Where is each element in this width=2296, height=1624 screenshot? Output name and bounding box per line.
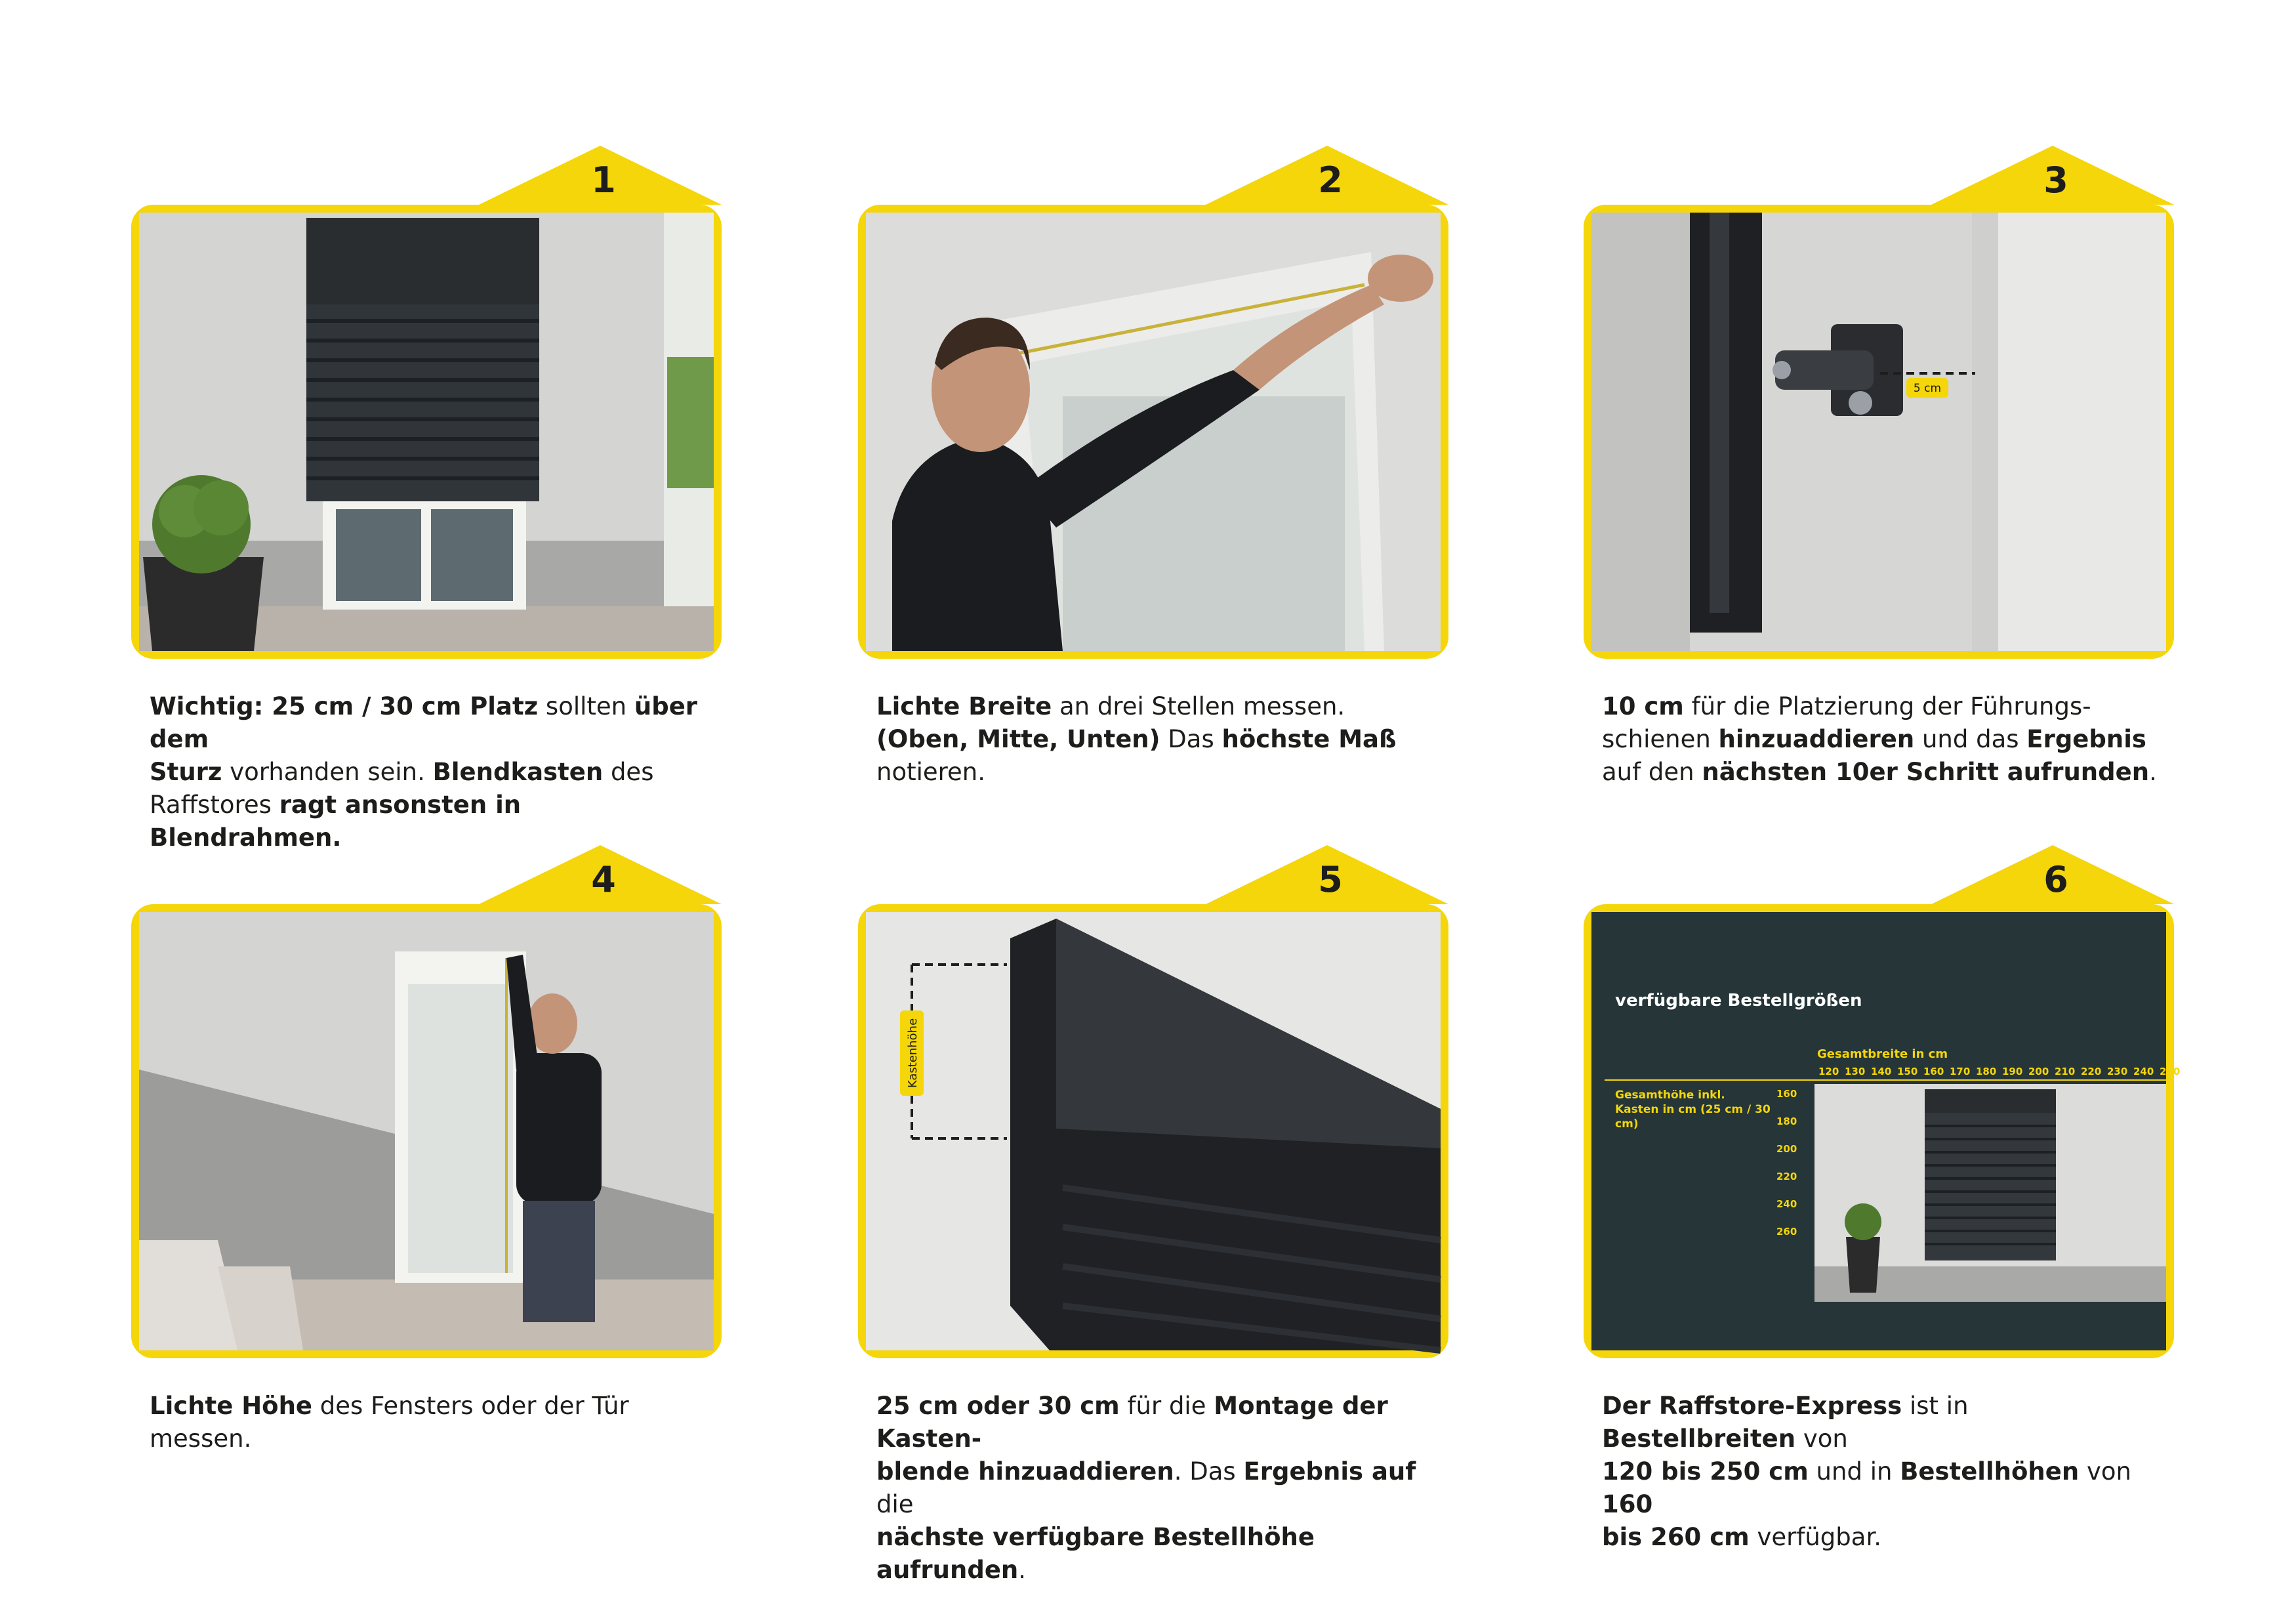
width-value: 190	[2002, 1066, 2023, 1077]
step-number-tab	[1931, 845, 2174, 904]
width-axis-label: Gesamtbreite in cm	[1817, 1047, 1948, 1061]
width-value: 180	[1976, 1066, 1997, 1077]
size-table-title: verfügbare Bestellgrößen	[1615, 991, 1862, 1010]
dimension-label: 5 cm	[1913, 382, 1942, 395]
step-3-card	[1584, 146, 2174, 802]
step-caption: 10 cm für die Platzierung der Führungs- schienen hinzuaddieren und das Ergebnis auf den nächsten 10er Schritt aufrunden.	[1602, 692, 2157, 786]
height-value: 160	[1776, 1088, 1797, 1100]
step-caption: Wichtig: 25 cm / 30 cm Platz sollten über dem Sturz vorhanden sein. Blendkasten des Raffstores ragt ansonsten in Blendrahmen.	[150, 692, 698, 852]
house-with-raffstore-illustration	[139, 213, 714, 651]
width-value: 200	[2028, 1066, 2049, 1077]
step-number: 6	[2043, 859, 2068, 900]
step-number-tab	[1206, 146, 1448, 205]
width-value: 160	[1923, 1066, 1944, 1077]
width-value: 210	[2055, 1066, 2076, 1077]
height-value: 180	[1776, 1115, 1797, 1127]
height-values	[1776, 1088, 1797, 1253]
height-value: 200	[1776, 1143, 1797, 1155]
width-value: 220	[2081, 1066, 2102, 1077]
width-value: 130	[1845, 1066, 1866, 1077]
step-caption: 25 cm oder 30 cm für die Montage der Kasten- blende hinzuaddieren. Das Ergebnis auf die nächste verfügbare Bestellhöhe aufrunden.	[876, 1392, 1416, 1584]
step-1-card	[131, 146, 722, 852]
step-number-tab	[479, 845, 722, 904]
step-photo	[858, 205, 1448, 659]
guide-rail-bracket-illustration	[1591, 213, 2166, 651]
step-4-card	[131, 845, 722, 1501]
width-value: 230	[2107, 1066, 2128, 1077]
step-number-tab	[479, 146, 722, 205]
step-number: 5	[1318, 859, 1343, 900]
person-measuring-height-illustration	[139, 912, 714, 1350]
step-caption: Lichte Höhe des Fensters oder der Tür messen.	[150, 1392, 629, 1453]
step-6-card	[1584, 845, 2181, 1551]
step-number: 4	[591, 859, 616, 900]
height-value: 260	[1776, 1226, 1797, 1238]
step-photo	[131, 205, 722, 659]
step-photo	[131, 904, 722, 1358]
width-value: 140	[1871, 1066, 1892, 1077]
step-number: 1	[591, 159, 616, 201]
step-number-tab	[1206, 845, 1448, 904]
size-table-background	[1591, 912, 2166, 1350]
step-number: 2	[1318, 159, 1343, 201]
step-2-card	[858, 146, 1448, 802]
size-table-panel	[1584, 904, 2181, 1358]
dimension-label: Kastenhöhe	[906, 1018, 920, 1089]
step-number-tab	[1931, 146, 2174, 205]
width-value: 240	[2133, 1066, 2154, 1077]
shutter-box-height-illustration	[866, 912, 1441, 1350]
step-photo	[858, 904, 1448, 1358]
width-value: 150	[1897, 1066, 1918, 1077]
height-value: 220	[1776, 1171, 1797, 1182]
width-value: 170	[1950, 1066, 1971, 1077]
height-value: 240	[1776, 1198, 1797, 1210]
step-caption: Der Raffstore-Express ist in Bestellbreiten von 120 bis 250 cm und in Bestellhöhen von 160 bis 260 cm verfügbar.	[1602, 1392, 2131, 1551]
step-caption: Lichte Breite an drei Stellen messen. (Oben, Mitte, Unten) Das höchste Maß notieren.	[876, 692, 1397, 786]
width-value: 120	[1818, 1066, 1839, 1077]
width-value: 250	[2160, 1066, 2181, 1077]
width-values	[1818, 1066, 2181, 1077]
step-number: 3	[2043, 159, 2068, 201]
height-axis-label: Gesamthöhe inkl. Kasten in cm (25 cm / 30 cm)	[1615, 1089, 1771, 1131]
person-measuring-width-illustration	[866, 213, 1441, 651]
step-photo	[1584, 205, 2174, 659]
step-5-card	[858, 845, 1448, 1584]
